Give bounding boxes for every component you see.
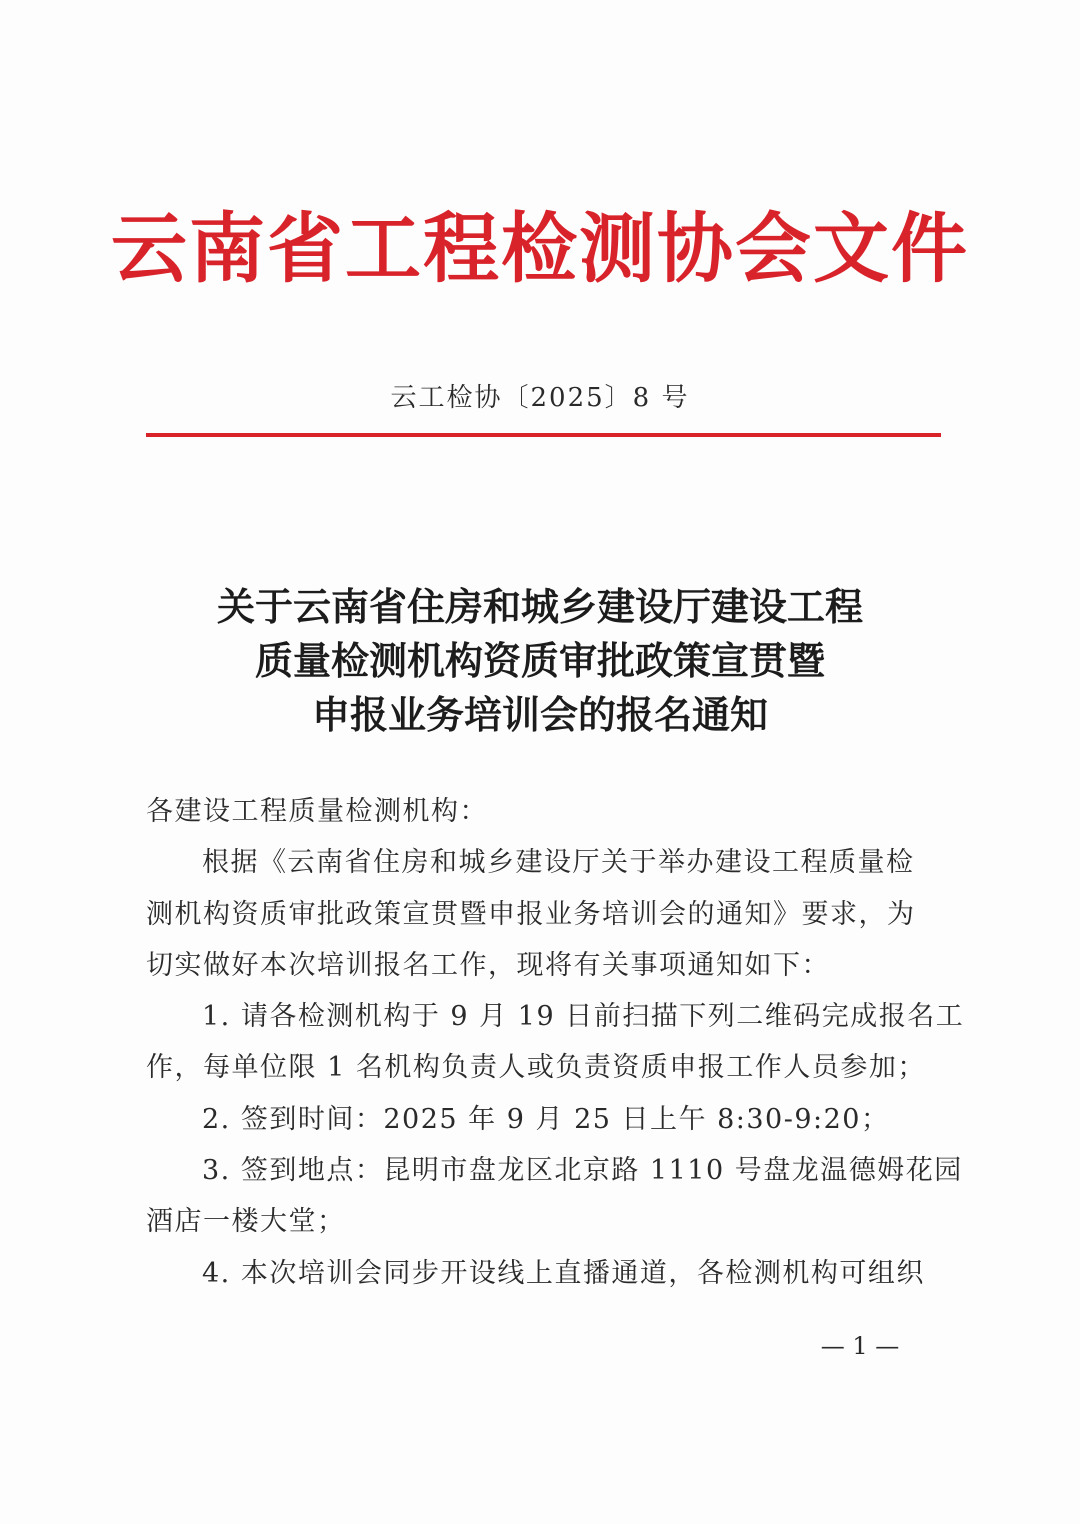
item-3-line: 酒店一楼大堂； <box>146 1206 346 1238</box>
document-number: 云工检协〔2025〕8 号 <box>390 383 690 413</box>
item-3-line: 3. 签到地点：昆明市盘龙区北京路 1110 号盘龙温德姆花园 <box>202 1155 963 1187</box>
notice-body <box>146 786 965 1299</box>
title-line: 质量检测机构资质审批政策宣贯暨 <box>254 638 825 683</box>
red-separator-line <box>146 433 941 437</box>
title-line: 申报业务培训会的报名通知 <box>311 692 768 737</box>
item-1-line: 1. 请各检测机构于 9 月 19 日前扫描下列二维码完成报名工 <box>202 1001 965 1033</box>
item-1-line: 作，每单位限 1 名机构负责人或负责资质申报工作人员参加； <box>146 1052 926 1084</box>
salutation: 各建设工程质量检测机构： <box>146 796 488 827</box>
title-line: 关于云南省住房和城乡建设厅建设工程 <box>216 584 863 629</box>
body-line: 根据《云南省住房和城乡建设厅关于举办建设工程质量检 <box>202 847 915 879</box>
body-line: 切实做好本次培训报名工作，现将有关事项通知如下： <box>146 949 830 981</box>
page-number: — 1 — <box>820 1332 900 1360</box>
item-2-line: 2. 签到时间：2025 年 9 月 25 日上午 8:30-9:20； <box>202 1103 890 1135</box>
notice-title <box>140 580 940 742</box>
masthead-title: 云南省工程检测协会文件 <box>111 204 969 293</box>
item-4-line: 4. 本次培训会同步开设线上直播通道，各检测机构可组织 <box>202 1257 925 1289</box>
body-line: 测机构资质审批政策宣贯暨申报业务培训会的通知》要求，为 <box>146 898 916 930</box>
